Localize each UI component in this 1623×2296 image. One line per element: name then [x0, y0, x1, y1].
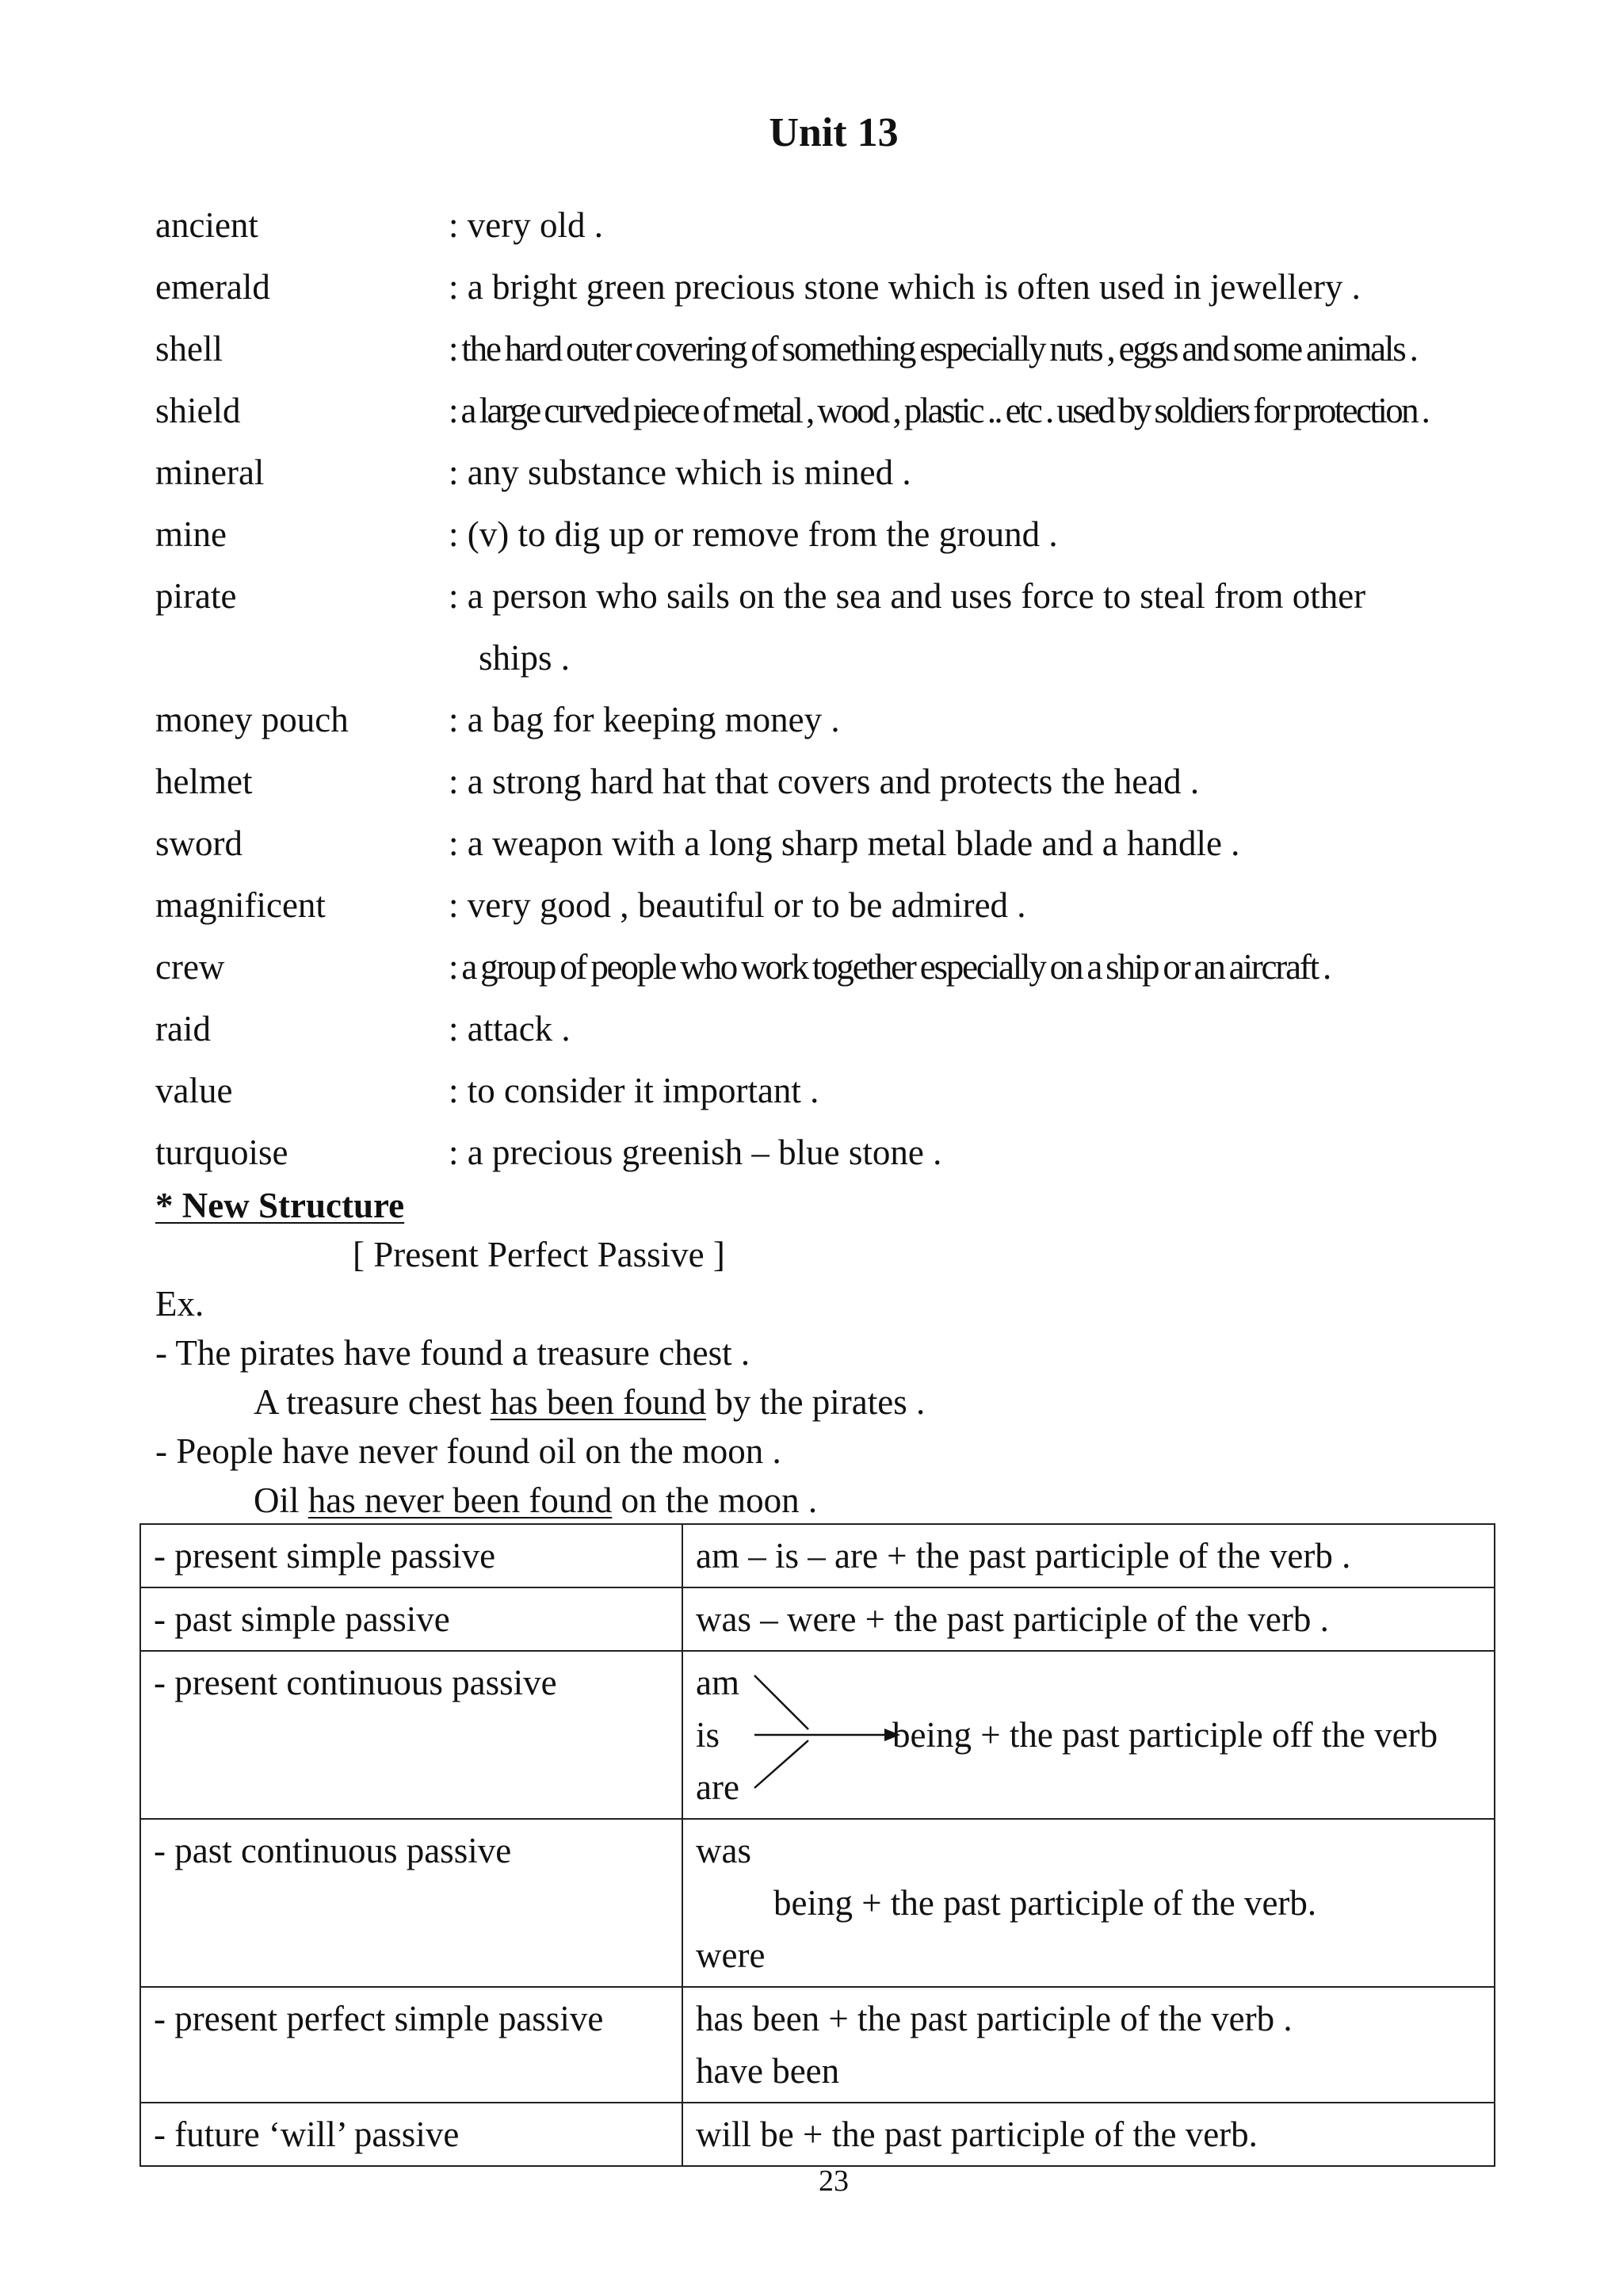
vocab-word: sword	[155, 823, 242, 863]
vocab-word: turquoise	[155, 1133, 288, 1172]
vocab-definition: : very old .	[449, 205, 603, 245]
table-row	[140, 1987, 1495, 2103]
passive-forms-table	[139, 1523, 1495, 2167]
tense-cell: - past continuous passive	[140, 1819, 682, 1987]
vocab-word: mine	[155, 514, 227, 554]
table-row	[140, 1587, 1495, 1651]
vocab-word: shell	[155, 329, 223, 369]
form-is: is	[696, 1715, 720, 1755]
vocab-word: pirate	[155, 576, 237, 616]
vocab-word: magnificent	[155, 885, 326, 925]
vocab-row	[155, 936, 1550, 998]
tense-cell: - present perfect simple passive	[140, 1987, 682, 2103]
form-are: are	[696, 1767, 739, 1807]
vocab-definition: : a group of people who work together especially on a ship or an aircraft .	[449, 947, 1331, 987]
form-line: has been + the past participle of the verb .	[696, 1999, 1293, 2038]
vocab-row	[155, 751, 1550, 812]
vocab-word: mineral	[155, 453, 265, 492]
vocab-definition: : a bag for keeping money .	[449, 700, 840, 739]
form-cell	[682, 1651, 1495, 1819]
form-cell: was – were + the past participle of the verb .	[682, 1587, 1495, 1651]
vocab-word: money pouch	[155, 700, 349, 739]
tense-cell: - past simple passive	[140, 1587, 682, 1651]
vocab-row	[155, 503, 1550, 565]
example-label: Ex.	[155, 1284, 204, 1324]
vocab-definition: : a person who sails on the sea and uses force to steal from other	[449, 576, 1366, 616]
vocab-definition-continued: ships .	[479, 638, 571, 678]
vocab-definition: : a weapon with a long sharp metal blade and a handle .	[449, 823, 1240, 863]
vocab-word: crew	[155, 947, 225, 987]
structure-subheading: [ Present Perfect Passive ]	[353, 1235, 725, 1274]
vocab-definition: : the hard outer covering of something especially nuts , eggs and some animals .	[449, 329, 1417, 369]
tense-cell: - present simple passive	[140, 1524, 682, 1587]
vocab-word: emerald	[155, 267, 270, 307]
example-sentence: - The pirates have found a treasure chest .	[155, 1333, 750, 1373]
vocab-row	[155, 565, 1550, 627]
form-cell: will be + the past participle of the verb.	[682, 2103, 1495, 2166]
page-title: Unit 13	[769, 110, 899, 155]
example-passive: Oil has never been found on the moon .	[254, 1480, 818, 1520]
vocab-row	[155, 1060, 1550, 1121]
table-row	[140, 2103, 1495, 2166]
vocab-definition: : very good , beautiful or to be admired .	[449, 885, 1026, 925]
vocab-row	[155, 256, 1550, 318]
vocab-row-continuation	[155, 627, 1550, 689]
vocab-word: raid	[155, 1009, 211, 1049]
form-was: was	[696, 1831, 751, 1870]
vocab-definition: : any substance which is mined .	[449, 453, 911, 492]
vocabulary-list	[155, 194, 1550, 1183]
table-row	[140, 1651, 1495, 1819]
vocab-definition: : to consider it important .	[449, 1071, 819, 1110]
vocab-row	[155, 689, 1550, 751]
vocab-row	[155, 194, 1550, 256]
vocab-row	[155, 380, 1550, 441]
example-sentence: - People have never found oil on the moon .	[155, 1431, 781, 1471]
form-rest: being + the past participle of the verb.	[773, 1883, 1317, 1923]
vocab-row	[155, 441, 1550, 503]
arrow-icon	[750, 1656, 908, 1813]
form-cell: am – is – are + the past participle of the verb .	[682, 1524, 1495, 1587]
vocab-row	[155, 1121, 1550, 1183]
vocab-row	[155, 998, 1550, 1060]
vocab-row	[155, 318, 1550, 380]
vocab-definition: : a precious greenish – blue stone .	[449, 1133, 942, 1172]
vocab-row	[155, 812, 1550, 874]
example-passive: A treasure chest has been found by the pirates .	[254, 1382, 926, 1422]
section-heading: * New Structure	[155, 1186, 405, 1225]
tense-cell: - present continuous passive	[140, 1651, 682, 1819]
vocab-definition: : a bright green precious stone which is often used in jewellery .	[449, 267, 1361, 307]
form-rest: being + the past participle off the verb	[892, 1715, 1438, 1755]
vocab-definition: : a strong hard hat that covers and protects the head .	[449, 762, 1200, 801]
form-were: were	[696, 1935, 766, 1975]
table-row	[140, 1819, 1495, 1987]
vocab-row	[155, 874, 1550, 936]
form-am: am	[696, 1663, 739, 1702]
vocab-word: helmet	[155, 762, 253, 801]
form-line: have been	[696, 2051, 840, 2091]
vocab-definition: : attack .	[449, 1009, 571, 1049]
vocab-definition: : (v) to dig up or remove from the ground .	[449, 514, 1058, 554]
tense-cell: - future ‘will’ passive	[140, 2103, 682, 2166]
table-row	[140, 1524, 1495, 1587]
vocab-word: ancient	[155, 205, 258, 245]
form-cell	[682, 1819, 1495, 1987]
vocab-definition: : a large curved piece of metal , wood , plastic .. etc . used by soldiers for protection .	[449, 391, 1429, 430]
vocab-word: shield	[155, 391, 241, 430]
form-cell	[682, 1987, 1495, 2103]
vocab-word: value	[155, 1071, 233, 1110]
page-number: 23	[819, 2164, 849, 2198]
